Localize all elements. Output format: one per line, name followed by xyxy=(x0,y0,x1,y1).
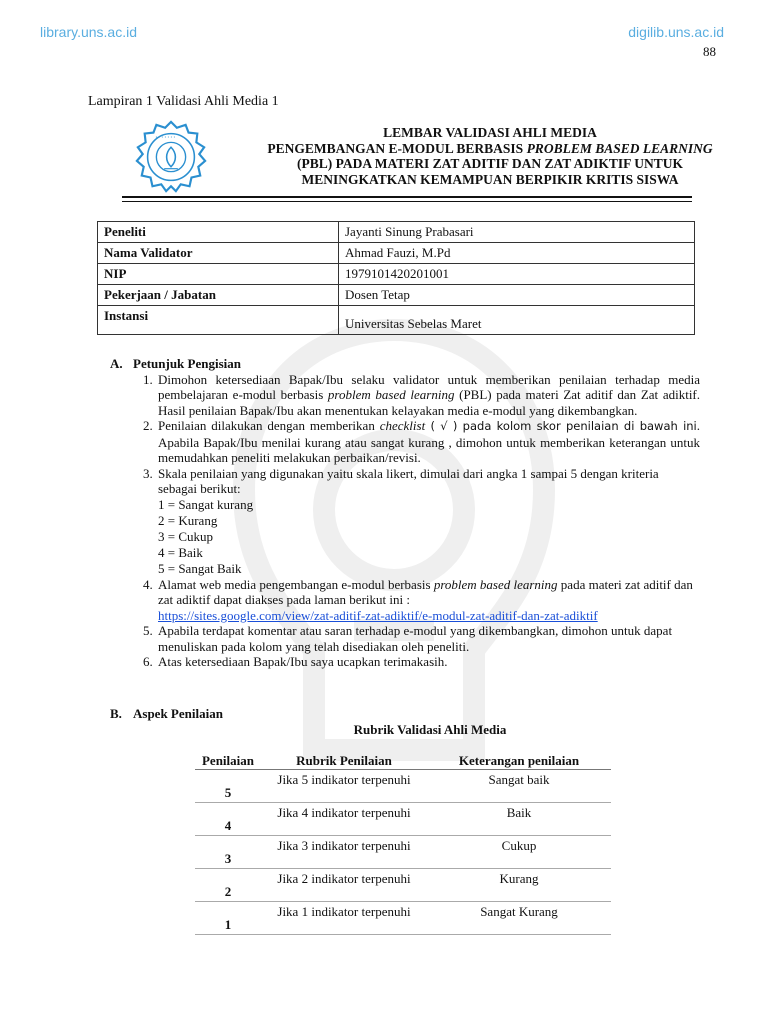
title-line-4: MENINGKATKAN KEMAMPUAN BERPIKIR KRITIS SISWA xyxy=(301,171,679,187)
description-cell: Kurang xyxy=(427,869,611,902)
table-header-row xyxy=(195,752,611,770)
info-key: Peneliti xyxy=(98,222,339,243)
info-value: 1979101420201001 xyxy=(339,264,695,285)
rubric-title: Rubrik Validasi Ahli Media xyxy=(353,722,507,737)
score-cell: 1 xyxy=(195,902,261,935)
table-row xyxy=(98,285,695,306)
section-a-heading: A. Petunjuk Pengisian xyxy=(110,356,241,371)
info-value: Jayanti Sinung Prabasari xyxy=(339,222,695,243)
emodul-url-link[interactable]: https://sites.google.com/view/zat-aditif-zat-adiktif/e-modul-zat-aditif-dan-zat-adiktif xyxy=(158,607,598,623)
appendix-label: Lampiran 1 Validasi Ahli Media 1 xyxy=(88,94,279,109)
table-row xyxy=(98,243,695,264)
info-key: Instansi xyxy=(98,306,339,335)
instruction-list xyxy=(110,372,700,670)
list-item: 4. Alamat web media pengembangan e-modul berbasis problem based learning pada materi zat aditif dan zat adiktif dapat diakses pada laman berikut ini : https://sites.google.com/view/zat-aditif-zat-adiktif/e-modul-zat-aditif-dan-zat-adiktif xyxy=(156,577,700,624)
rubric-cell: Jika 3 indikator terpenuhi xyxy=(261,836,427,869)
list-item: 1. Dimohon ketersediaan Bapak/Ibu selaku validator untuk memberikan penilaian terhadap media pembelajaran e-modul berbasis problem based learning (PBL) pada materi Zat aditif dan Zat adiktif. Hasil penilaian Bapak/Ibu akan menentukan kelayakan media e-modul yang dikembangkan. xyxy=(156,372,700,419)
table-row xyxy=(195,836,611,869)
table-row xyxy=(195,803,611,836)
uns-emblem-icon xyxy=(132,118,210,196)
likert-scale: 1 = Sangat kurang 2 = Kurang 3 = Cukup 4 = Baik 5 = Sangat Baik xyxy=(158,496,254,576)
table-row xyxy=(98,222,695,243)
title-divider-thick xyxy=(122,196,692,198)
rubric-cell: Jika 1 indikator terpenuhi xyxy=(261,902,427,935)
description-cell: Sangat baik xyxy=(427,770,611,803)
info-value: Ahmad Fauzi, M.Pd xyxy=(339,243,695,264)
title-line-1: LEMBAR VALIDASI AHLI MEDIA xyxy=(383,125,597,140)
rubric-cell: Jika 5 indikator terpenuhi xyxy=(261,770,427,803)
section-instructions xyxy=(110,356,700,670)
list-item: 5. Apabila terdapat komentar atau saran terhadap e-modul yang dikembangkan, dimohon untuk dapat menuliskan pada kolom yang telah disediakan oleh peneliti. xyxy=(156,623,700,654)
score-cell: 5 xyxy=(195,770,261,803)
info-key: NIP xyxy=(98,264,339,285)
table-row xyxy=(195,770,611,803)
document-title xyxy=(240,125,740,187)
rubric-cell: Jika 4 indikator terpenuhi xyxy=(261,803,427,836)
info-key: Nama Validator xyxy=(98,243,339,264)
info-key: Pekerjaan / Jabatan xyxy=(98,285,339,306)
svg-text:• • • • • • •: • • • • • • • xyxy=(155,135,176,140)
column-header: Keterangan penilaian xyxy=(427,752,611,770)
list-item: 2. Penilaian dilakukan dengan memberikan checklist ( √ ) pada kolom skor penilaian di bawah ini. Apabila Bapak/Ibu menilai kurang atau sangat kurang , dimohon untuk memberikan keterangan untuk memudahkan peneliti melakukan perbaikan/revisi. xyxy=(156,418,700,466)
rubric-cell: Jika 2 indikator terpenuhi xyxy=(261,869,427,902)
list-item: 3. Skala penilaian yang digunakan yaitu skala likert, dimulai dari angka 1 sampai 5 dengan kriteria sebagai berikut: 1 = Sangat kurang 2 = Kurang 3 = Cukup 4 = Baik 5 = Sangat Baik xyxy=(156,466,700,577)
score-cell: 3 xyxy=(195,836,261,869)
list-item: 6. Atas ketersediaan Bapak/Ibu saya ucapkan terimakasih. xyxy=(156,654,700,670)
title-line-3: (PBL) PADA MATERI ZAT ADITIF DAN ZAT ADIKTIF UNTUK xyxy=(296,156,684,171)
title-divider-thin xyxy=(122,201,692,202)
description-cell: Cukup xyxy=(427,836,611,869)
digilib-link[interactable]: digilib.uns.ac.id xyxy=(628,24,724,40)
score-cell: 4 xyxy=(195,803,261,836)
column-header: Penilaian xyxy=(195,752,261,770)
description-cell: Sangat Kurang xyxy=(427,902,611,935)
rubric-table xyxy=(195,752,611,935)
table-row xyxy=(98,306,695,335)
info-value: Dosen Tetap xyxy=(339,285,695,306)
info-value: Universitas Sebelas Maret xyxy=(339,306,695,335)
table-row xyxy=(195,902,611,935)
table-row xyxy=(98,264,695,285)
table-row xyxy=(195,869,611,902)
title-line-2: PENGEMBANGAN E-MODUL BERBASIS PROBLEM BASED LEARNING xyxy=(267,140,713,156)
column-header: Rubrik Penilaian xyxy=(261,752,427,770)
description-cell: Baik xyxy=(427,803,611,836)
section-b-heading: B. Aspek Penilaian xyxy=(110,706,223,721)
page-number: 88 xyxy=(703,44,716,59)
identity-table xyxy=(97,221,695,335)
library-link[interactable]: library.uns.ac.id xyxy=(40,24,138,40)
score-cell: 2 xyxy=(195,869,261,902)
